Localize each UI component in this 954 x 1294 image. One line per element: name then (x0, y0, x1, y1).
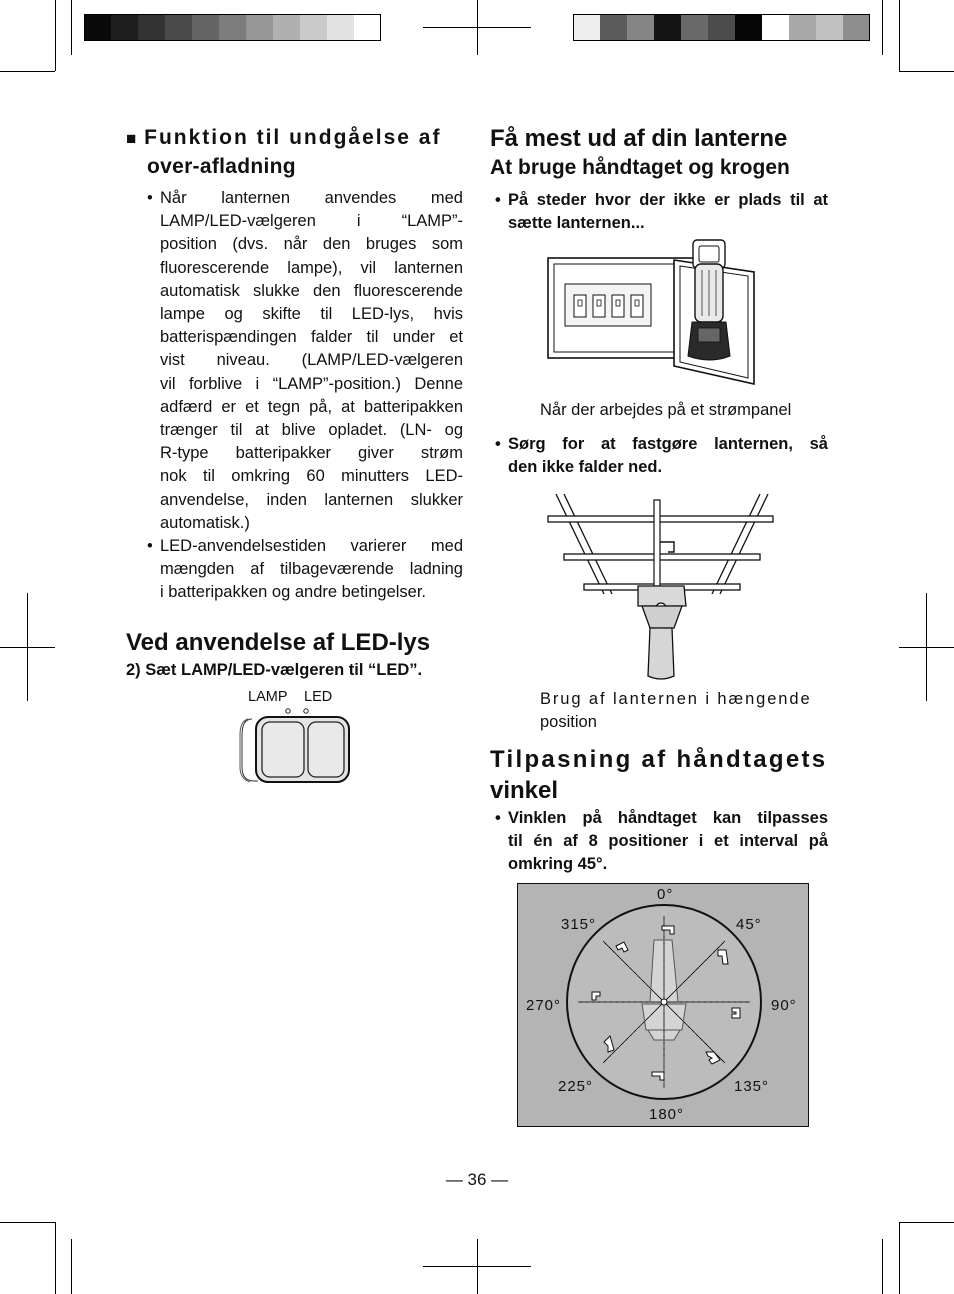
caption-line: position (540, 713, 597, 732)
section-heading-lantern: Få mest ud af din lanterne (490, 125, 788, 152)
figure-caption: Når der arbejdes på et strømpanel (540, 401, 792, 419)
angle-label-315: 315° (561, 916, 597, 933)
text-line: R-type batteripakker giver strøm (160, 444, 463, 463)
bullet-paragraph (495, 433, 828, 479)
crop-line (899, 1222, 900, 1294)
heading-line: over-afladning (147, 155, 296, 178)
angle-label-180: 180° (649, 1106, 685, 1123)
bullet-dot: • (495, 809, 501, 827)
paragraph-lines (508, 433, 828, 479)
hanging-lantern-illustration (546, 490, 778, 682)
paragraph-lines (160, 187, 463, 535)
bullet-paragraph (147, 535, 463, 605)
text-line: automatisk slukke den fluorescerende (160, 281, 463, 300)
square-marker: ■ (126, 129, 137, 148)
step-instruction: 2) Sæt LAMP/LED-vælgeren til “LED”. (126, 661, 423, 679)
registration-line (27, 593, 28, 701)
crop-line (899, 1222, 954, 1223)
text-line: sætte lanternen... (508, 214, 645, 233)
text-line: vil forblive i “LAMP”-position.) Denne (160, 374, 463, 393)
color-bar-border (573, 14, 870, 41)
registration-line (926, 593, 927, 701)
text-line: trænger til at blive opladet. (LN- og (160, 421, 463, 440)
crop-line (882, 1239, 883, 1294)
text-line: til én af 8 positioner i et interval på (508, 832, 828, 851)
bullet-dot: • (147, 189, 153, 207)
text-line: Sørg for at fastgøre lanternen, så (508, 435, 828, 453)
text-line: LAMP/LED-vælgeren i “LAMP”- (160, 212, 463, 231)
text-line: fluorescerende lampe), vil lanternen (160, 258, 463, 277)
text-line: omkring 45°. (508, 855, 608, 874)
registration-line (477, 0, 478, 55)
page-number: ― 36 ― (445, 1170, 509, 1189)
angle-label-90: 90° (771, 997, 797, 1014)
text-line: den ikke falder ned. (508, 458, 663, 477)
crop-line (55, 1222, 56, 1294)
heading-line: Tilpasning af håndtagets (490, 746, 828, 773)
text-line: vist niveau. (LAMP/LED-vælgeren (160, 351, 463, 370)
text-line: i batteripakken og andre betingelser. (160, 583, 427, 602)
text-line: batterispændingen falder til under et (160, 328, 463, 347)
crop-line (0, 1222, 55, 1223)
text-line: Vinklen på håndtaget kan tilpasses (508, 809, 828, 827)
paragraph-lines (508, 189, 828, 235)
angle-label-270: 270° (526, 997, 562, 1014)
crop-line (0, 71, 55, 72)
text-line: adfærd er et tegn på, at batteripakken (160, 397, 463, 416)
section-heading-handle-angle (490, 744, 827, 806)
crop-line (71, 0, 72, 55)
text-line: LED-anvendelsestiden varierer med (160, 537, 463, 555)
bullet-paragraph (147, 187, 463, 535)
paragraph-lines (160, 535, 463, 605)
angle-label-225: 225° (558, 1078, 594, 1095)
lamp-led-switch-illustration (238, 705, 354, 785)
figure-caption (540, 688, 828, 734)
bullet-paragraph (495, 807, 828, 877)
crop-line (899, 71, 954, 72)
heading-line: Funktion til undgåelse af (144, 126, 442, 149)
crop-line (55, 0, 56, 71)
bullet-dot: • (495, 435, 501, 453)
text-line: anvendelse, inden lanternen slukker (160, 490, 463, 509)
caption-line: Brug af lanternen i hængende (540, 690, 812, 708)
text-line: position (dvs. når den bruges som (160, 235, 463, 254)
angle-label-0: 0° (657, 886, 674, 903)
section-subheading-handle: At bruge håndtaget og krogen (490, 156, 790, 179)
bullet-paragraph (495, 189, 828, 235)
crop-line (899, 0, 900, 71)
section-heading-overdischarge (126, 124, 464, 153)
text-line: automatisk.) (160, 513, 250, 532)
text-line: Når lanternen anvendes med (160, 189, 463, 207)
bullet-dot: • (147, 537, 153, 555)
text-line: nok til omkring 60 minutters LED- (160, 467, 463, 486)
color-bar-border (84, 14, 381, 41)
crop-line (71, 1239, 72, 1294)
text-line: På steder hvor der ikke er plads til at (508, 191, 828, 209)
switch-label-led: LED (304, 689, 333, 705)
power-panel-illustration (546, 236, 760, 388)
paragraph-lines (508, 807, 828, 877)
heading-line: vinkel (490, 777, 559, 804)
handle-angle-diagram (517, 883, 809, 1127)
text-line: mængden af tilbageværende ladning (160, 560, 463, 579)
text-line: lampe og skifte til LED-lys, hvis (160, 305, 463, 324)
crop-line (882, 0, 883, 55)
switch-label-lamp: LAMP (248, 689, 288, 705)
registration-line (477, 1239, 478, 1294)
angle-label-45: 45° (736, 916, 762, 933)
section-heading-led: Ved anvendelse af LED-lys (126, 629, 431, 656)
angle-label-135: 135° (734, 1078, 770, 1095)
bullet-dot: • (495, 191, 501, 209)
